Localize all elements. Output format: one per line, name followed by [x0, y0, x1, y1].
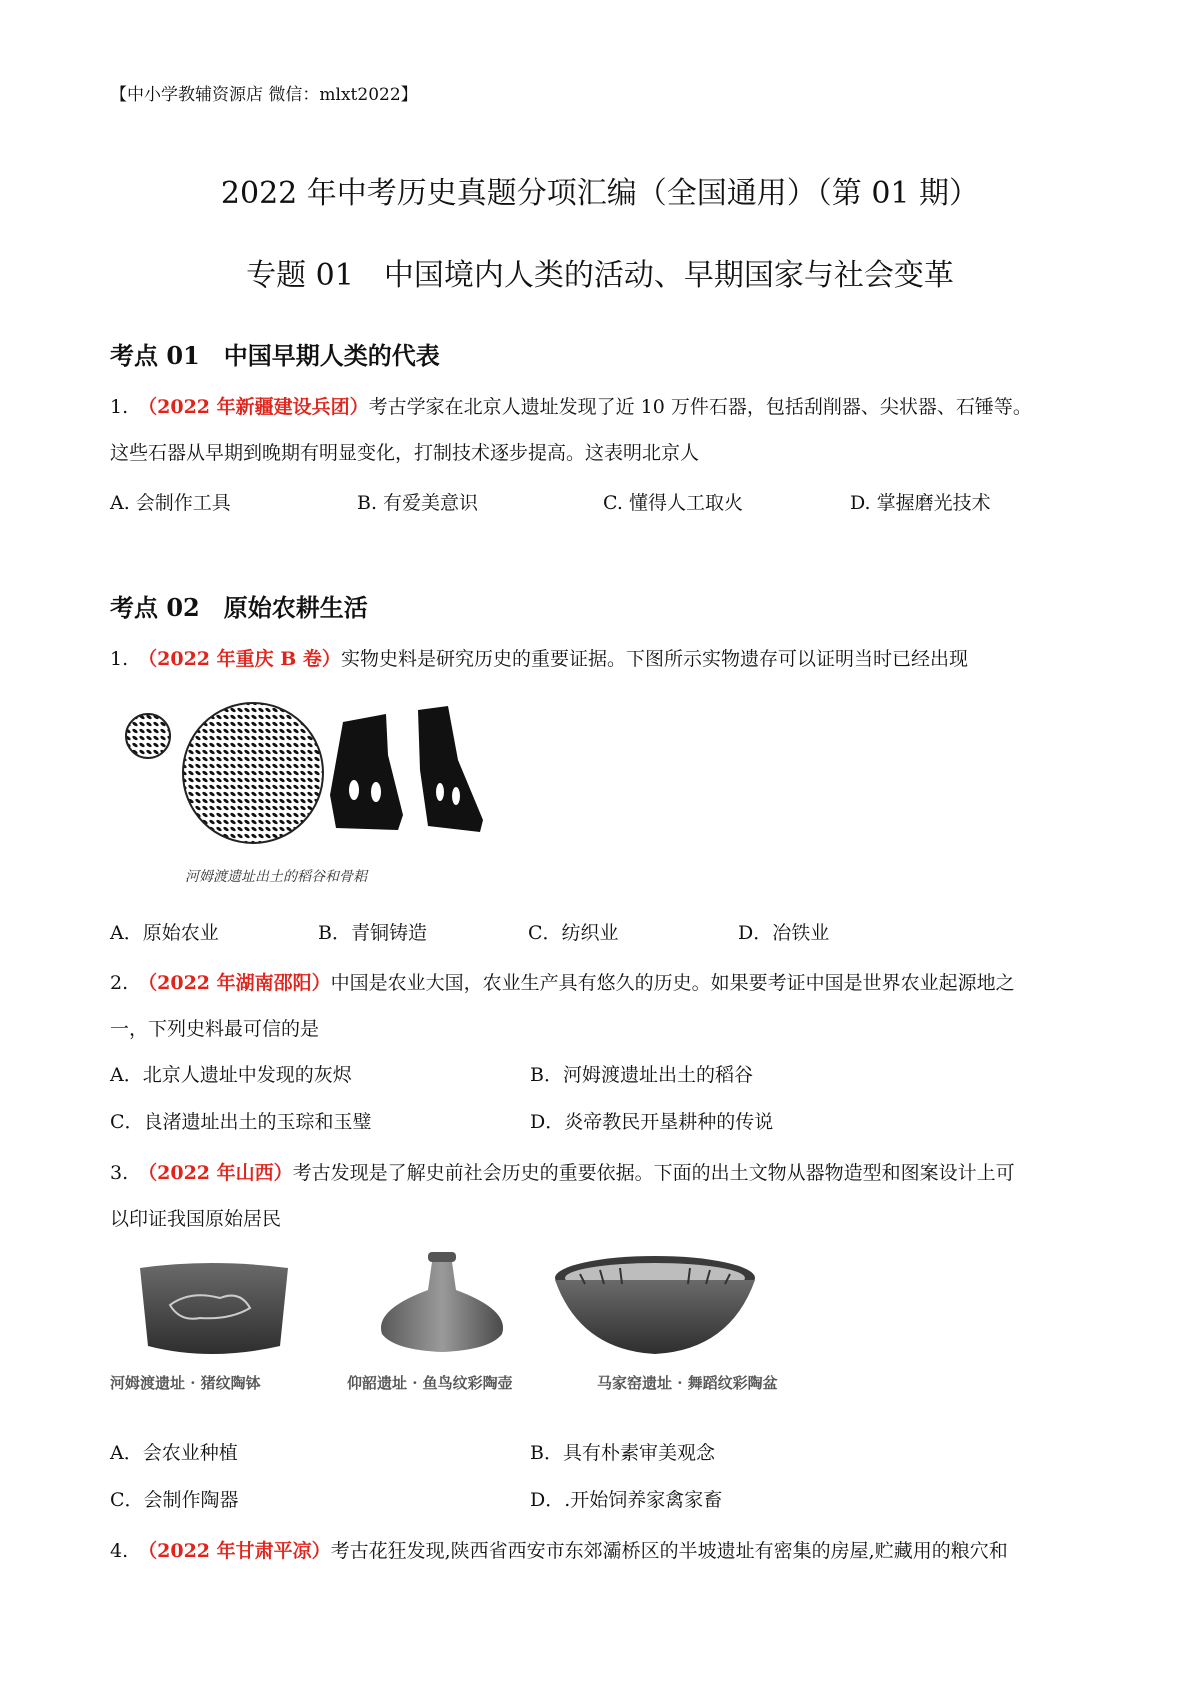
question-text: 考古花狂发现,陕西省西安市东郊灞桥区的半坡遗址有密集的房屋,贮藏用的粮穴和 — [330, 1540, 1008, 1562]
question-source: （2022 年新疆建设兵团） — [138, 396, 369, 418]
question-text: 考古发现是了解史前社会历史的重要依据。下面的出土文物从器物造型和图案设计上可 — [292, 1162, 1015, 1184]
option-a: A．会农业种植 — [110, 1442, 238, 1464]
option-c: C. 懂得人工取火 — [603, 492, 743, 514]
option-b: B．河姆渡遗址出土的稻谷 — [530, 1064, 753, 1086]
question-s2-2 — [110, 960, 1100, 1052]
option-c: C．良渚遗址出土的玉琮和玉璧 — [110, 1111, 372, 1133]
question-number: 4. — [110, 1540, 129, 1562]
question-source: （2022 年甘肃平凉） — [138, 1540, 331, 1562]
question-number: 1. — [110, 396, 129, 418]
option-a: A. 会制作工具 — [110, 492, 231, 514]
figure-caption-1: 河姆渡遗址 · 猪纹陶钵 — [110, 1374, 261, 1392]
question-text: 中国是农业大国，农业生产具有悠久的历史。如果要考证中国是世界农业起源地之 — [330, 972, 1015, 994]
question-text-line2: 这些石器从早期到晚期有明显变化，打制技术逐步提高。这表明北京人 — [110, 442, 700, 464]
page-title: 2022 年中考历史真题分项汇编（全国通用）（第 01 期） — [220, 176, 980, 211]
fish-bird-vase-icon — [381, 1252, 503, 1352]
dancing-pattern-basin-icon — [555, 1256, 755, 1354]
figure-caption-2: 仰韶遗址 · 鱼鸟纹彩陶壶 — [347, 1374, 513, 1392]
rice-grain-small-icon — [126, 714, 170, 758]
question-text: 考古学家在北京人遗址发现了近 10 万件石器，包括刮削器、尖状器、石锤等。 — [368, 396, 1032, 418]
option-b: B. 有爱美意识 — [357, 492, 479, 514]
pig-pattern-bowl-icon — [140, 1263, 288, 1354]
question-number: 1. — [110, 648, 129, 670]
page-header: 【中小学教辅资源店 微信：mlxt2022】 — [110, 85, 418, 105]
option-d: D. 掌握磨光技术 — [850, 492, 991, 514]
option-b: B．具有朴素审美观念 — [530, 1442, 715, 1464]
option-a: A．北京人遗址中发现的灰烬 — [110, 1064, 352, 1086]
question-source: （2022 年山西） — [138, 1162, 293, 1184]
figure-caption: 河姆渡遗址出土的稻谷和骨耜 — [185, 869, 367, 885]
question-number: 2. — [110, 972, 129, 994]
question-s1-1 — [110, 384, 1100, 476]
section-heading-2: 考点 02 原始农耕生活 — [110, 593, 368, 622]
option-d: D．.开始饲养家禽家畜 — [530, 1489, 723, 1511]
figure-caption-3: 马家窑遗址 · 舞蹈纹彩陶盆 — [597, 1374, 778, 1392]
question-s2-3 — [110, 1150, 1100, 1242]
option-b: B．青铜铸造 — [318, 922, 427, 944]
question-s2-1 — [110, 636, 1100, 682]
option-c: C．纺织业 — [528, 922, 619, 944]
question-text: 实物史料是研究历史的重要证据。下图所示实物遗存可以证明当时已经出现 — [340, 648, 968, 670]
option-d: D．冶铁业 — [738, 922, 830, 944]
page-subtitle: 专题 01 中国境内人类的活动、早期国家与社会变革 — [246, 258, 954, 293]
question-source: （2022 年重庆 B 卷） — [138, 648, 341, 670]
option-c: C．会制作陶器 — [110, 1489, 239, 1511]
question-number: 3. — [110, 1162, 129, 1184]
question-s2-4 — [110, 1528, 1100, 1574]
question-text-line2: 以印证我国原始居民 — [110, 1208, 282, 1230]
option-d: D．炎帝教民开垦耕种的传说 — [530, 1111, 774, 1133]
rice-and-bone-tool-figure — [118, 700, 498, 890]
section-heading-1: 考点 01 中国早期人类的代表 — [110, 341, 440, 370]
rice-grain-pile-icon — [183, 703, 323, 843]
option-a: A．原始农业 — [110, 922, 219, 944]
bone-si-tool-2-icon — [418, 706, 483, 832]
question-text-line2: 一，下列史料最可信的是 — [110, 1018, 320, 1040]
bone-si-tool-1-icon — [330, 714, 403, 830]
pottery-artifacts-figure — [110, 1250, 850, 1390]
question-source: （2022 年湖南邵阳） — [138, 972, 331, 994]
